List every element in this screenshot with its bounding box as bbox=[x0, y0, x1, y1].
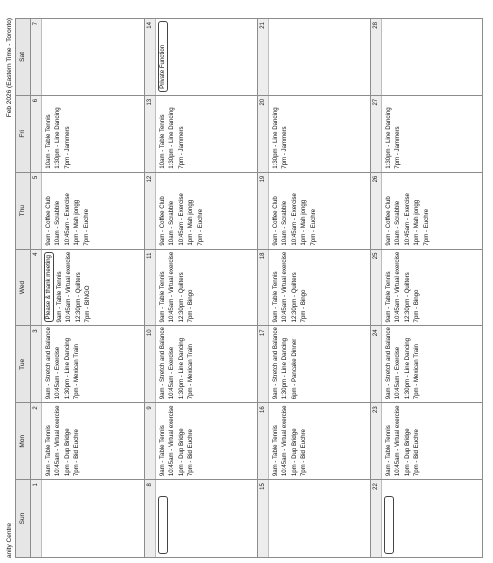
event-item[interactable]: 7pm - Jammers bbox=[281, 126, 289, 169]
day-number: 10 bbox=[145, 326, 156, 402]
event-item[interactable]: 10am - Scrabble bbox=[168, 200, 176, 246]
event-item[interactable]: 10:45am - Exercise bbox=[177, 193, 185, 246]
event-item[interactable]: 1:30pm - Line Dancing bbox=[63, 337, 71, 400]
week-row bbox=[370, 19, 483, 557]
month-grid bbox=[15, 18, 483, 558]
event-list bbox=[382, 403, 422, 479]
weekday-tue: Tue bbox=[16, 326, 30, 403]
event-item[interactable]: 10:45am - Exercise bbox=[403, 193, 411, 246]
event-item[interactable]: 7pm - Bingo bbox=[300, 289, 308, 323]
day-number: 18 bbox=[258, 250, 269, 326]
event-item[interactable]: 9am - Stretch and Balance bbox=[45, 327, 52, 400]
day-cell[interactable] bbox=[31, 250, 144, 327]
event-item[interactable]: 7pm - Euchre bbox=[82, 209, 90, 246]
day-number: 4 bbox=[31, 250, 42, 326]
event-item[interactable]: 10:45am - Exercise bbox=[394, 346, 402, 400]
day-cell[interactable] bbox=[31, 173, 144, 250]
event-list bbox=[42, 173, 91, 249]
event-item[interactable]: 6pm - Pancake Dinner bbox=[290, 338, 298, 400]
event-item[interactable]: 7pm - Mexican Train bbox=[413, 344, 421, 400]
day-number: 9 bbox=[145, 403, 156, 479]
event-item[interactable]: 1pm - Dup Bridge bbox=[177, 428, 185, 477]
event-list bbox=[156, 96, 186, 172]
event-list bbox=[382, 173, 431, 249]
event-list bbox=[156, 173, 205, 249]
event-list bbox=[42, 250, 93, 326]
weekday-sat: Sat bbox=[16, 19, 30, 96]
event-item[interactable]: 9am - Stretch and Balance bbox=[159, 327, 166, 400]
event-item[interactable]: 10:45am - Exercise bbox=[168, 346, 176, 400]
day-cell[interactable] bbox=[371, 250, 483, 327]
event-item[interactable]: 10:45am - Virtual exercise bbox=[394, 405, 402, 477]
event-item[interactable]: 9am - Table Tennis bbox=[272, 425, 279, 477]
event-item[interactable]: 12:30pm - Quilters bbox=[177, 272, 185, 323]
highlighted-event[interactable] bbox=[384, 496, 394, 554]
event-item[interactable]: 7pm - Bingo bbox=[187, 289, 195, 323]
event-item[interactable]: 12:30pm - Quilters bbox=[290, 272, 298, 323]
event-item[interactable]: 7pm - Euchre bbox=[309, 209, 317, 246]
day-cell[interactable] bbox=[31, 19, 144, 96]
day-number: 22 bbox=[371, 480, 382, 557]
event-list bbox=[42, 480, 44, 557]
day-number: 23 bbox=[371, 403, 382, 479]
event-list bbox=[156, 250, 196, 326]
event-item[interactable]: 10:45am - Exercise bbox=[290, 193, 298, 246]
weekday-thu: Thu bbox=[16, 173, 30, 250]
organization-label: anity Centre bbox=[6, 522, 13, 558]
day-number: 7 bbox=[31, 19, 42, 95]
day-cell[interactable] bbox=[258, 480, 370, 557]
event-item[interactable]: 7pm - Bid Euchre bbox=[187, 429, 195, 477]
day-number: 15 bbox=[258, 480, 269, 557]
day-number: 14 bbox=[145, 19, 156, 95]
event-item[interactable]: 12:30pm - Quilters bbox=[403, 272, 411, 323]
day-number: 27 bbox=[371, 96, 382, 172]
event-item[interactable]: 10:45am - Exercise bbox=[54, 346, 62, 400]
day-number: 12 bbox=[145, 173, 156, 249]
event-list bbox=[382, 326, 422, 402]
event-item[interactable]: 12:30pm - Quilters bbox=[74, 272, 82, 323]
event-item[interactable]: 7pm - Bid Euchre bbox=[413, 429, 421, 477]
event-item[interactable]: 10:45am - Virtual exercise bbox=[394, 251, 402, 323]
calendar-title: Feb 2026 (Eastern Time - Toronto) bbox=[6, 18, 13, 118]
event-item[interactable]: 1:30pm - Line Dancing bbox=[54, 107, 62, 169]
event-item[interactable]: 10:45am - Virtual exercise bbox=[65, 251, 73, 323]
highlighted-event[interactable] bbox=[158, 496, 168, 554]
event-item[interactable]: 1pm - Dup Bridge bbox=[403, 428, 411, 477]
day-cell[interactable] bbox=[145, 480, 257, 557]
event-list bbox=[156, 480, 168, 557]
event-item[interactable]: 10:45am - Virtual exercise bbox=[168, 251, 176, 323]
day-cell[interactable] bbox=[371, 173, 483, 250]
event-list bbox=[269, 250, 309, 326]
event-item[interactable]: 9am - Table Tennis bbox=[159, 271, 166, 323]
day-number: 28 bbox=[371, 19, 382, 95]
day-cell[interactable] bbox=[371, 480, 483, 557]
event-item[interactable]: 10am - Scrabble bbox=[54, 200, 62, 246]
day-cell[interactable] bbox=[31, 480, 144, 557]
event-item[interactable]: 7pm - Jammers bbox=[63, 126, 71, 169]
event-item[interactable]: 9am - Table Tennis bbox=[385, 425, 392, 477]
highlighted-event[interactable]: Private Function bbox=[158, 21, 168, 92]
day-cell[interactable] bbox=[258, 173, 370, 250]
event-item[interactable]: 9am - Stretch and Balance bbox=[385, 327, 392, 400]
event-item[interactable]: 7pm - Bid Euchre bbox=[73, 429, 81, 477]
day-cell[interactable] bbox=[31, 96, 144, 173]
event-item[interactable]: 9am - Table Tennis bbox=[385, 271, 392, 323]
event-item[interactable]: 9am - Coffee Club bbox=[272, 196, 279, 246]
event-item[interactable]: 10:45am - Virtual exercise bbox=[168, 405, 176, 477]
day-number: 19 bbox=[258, 173, 269, 249]
event-item[interactable]: 10:45am - Virtual exercise bbox=[281, 405, 289, 477]
event-item[interactable]: 1:30pm - Line Dancing bbox=[177, 337, 185, 400]
event-item[interactable]: 10:45am - Exercise bbox=[63, 193, 71, 246]
day-cell[interactable] bbox=[258, 19, 370, 96]
event-item[interactable]: 10:45am - Virtual exercise bbox=[281, 251, 289, 323]
event-item[interactable]: 1pm - Mah jongg bbox=[187, 199, 195, 246]
weekday-mon: Mon bbox=[16, 403, 30, 480]
day-cell[interactable] bbox=[371, 403, 483, 480]
event-item[interactable]: 7pm - Bid Euchre bbox=[300, 429, 308, 477]
event-item[interactable]: 1:30pm - Line Dancing bbox=[403, 337, 411, 400]
day-cell[interactable] bbox=[371, 326, 483, 403]
event-item[interactable]: 10am - Scrabble bbox=[394, 200, 402, 246]
event-item[interactable]: 1pm - Dup Bridge bbox=[290, 428, 298, 477]
week-row bbox=[144, 19, 257, 557]
event-item[interactable]: 1:30pm - Line Dancing bbox=[385, 107, 392, 169]
week-row bbox=[257, 19, 370, 557]
event-item[interactable]: 7pm - Jammers bbox=[177, 126, 185, 169]
day-number: 20 bbox=[258, 96, 269, 172]
day-cell[interactable] bbox=[145, 403, 257, 480]
event-list bbox=[156, 19, 168, 95]
event-item[interactable]: 7pm - Euchre bbox=[196, 209, 204, 246]
day-cell[interactable] bbox=[145, 19, 257, 96]
event-item[interactable]: 10am - Scrabble bbox=[281, 200, 289, 246]
weeks-container bbox=[31, 19, 483, 557]
day-number: 17 bbox=[258, 326, 269, 402]
event-list bbox=[382, 480, 394, 557]
event-item[interactable]: 1:30pm - Line Dancing bbox=[168, 107, 176, 169]
event-list bbox=[382, 250, 422, 326]
rotated-calendar-sheet bbox=[4, 18, 486, 558]
event-item[interactable]: 10:45am - Virtual exercise bbox=[54, 405, 62, 477]
event-list bbox=[42, 326, 82, 402]
event-item[interactable]: 9am - Coffee Club bbox=[45, 196, 52, 246]
day-number: 1 bbox=[31, 480, 42, 557]
day-number: 25 bbox=[371, 250, 382, 326]
event-list bbox=[382, 19, 384, 95]
day-cell[interactable] bbox=[258, 326, 370, 403]
day-cell[interactable] bbox=[145, 250, 257, 327]
day-number: 3 bbox=[31, 326, 42, 402]
event-item[interactable]: 9am - Coffee Club bbox=[159, 196, 166, 246]
day-cell[interactable] bbox=[258, 96, 370, 173]
event-item[interactable]: 7pm - Euchre bbox=[422, 209, 430, 246]
weekday-sun: Sun bbox=[19, 512, 26, 525]
day-cell[interactable] bbox=[145, 96, 257, 173]
day-number: 26 bbox=[371, 173, 382, 249]
highlighted-event[interactable]: Please & thank meeting bbox=[44, 252, 54, 323]
event-list bbox=[156, 326, 196, 402]
event-item[interactable]: 9am - Table Tennis bbox=[56, 271, 63, 323]
day-number: 21 bbox=[258, 19, 269, 95]
event-list bbox=[269, 173, 318, 249]
event-item[interactable]: 7pm - Bingo bbox=[413, 289, 421, 323]
day-number: 5 bbox=[31, 173, 42, 249]
day-number: 8 bbox=[145, 480, 156, 557]
event-item[interactable]: 7pm - BINGO bbox=[84, 285, 92, 323]
event-item[interactable]: 10am - Table Tennis bbox=[159, 114, 166, 169]
event-item[interactable]: 9am - Stretch and Balance bbox=[272, 327, 279, 400]
event-list bbox=[42, 19, 44, 95]
event-item[interactable]: 9am - Coffee Club bbox=[385, 196, 392, 246]
day-cell[interactable] bbox=[145, 326, 257, 403]
day-cell[interactable] bbox=[145, 173, 257, 250]
event-item[interactable]: 9am - Table Tennis bbox=[272, 271, 279, 323]
event-list bbox=[382, 96, 403, 172]
event-list bbox=[42, 403, 82, 479]
day-number: 13 bbox=[145, 96, 156, 172]
weekday-fri: Fri bbox=[16, 96, 30, 173]
day-number: 24 bbox=[371, 326, 382, 402]
day-cell[interactable] bbox=[31, 326, 144, 403]
event-list bbox=[269, 19, 271, 95]
day-cell[interactable] bbox=[258, 250, 370, 327]
weekday-header bbox=[16, 19, 31, 557]
day-number: 16 bbox=[258, 403, 269, 479]
event-item[interactable]: 7pm - Jammers bbox=[394, 126, 402, 169]
week-row bbox=[31, 19, 144, 557]
event-list bbox=[156, 403, 196, 479]
event-item[interactable]: 1:30pm - Line Dancing bbox=[281, 337, 289, 400]
day-cell[interactable] bbox=[371, 19, 483, 96]
weekday-wed: Wed bbox=[16, 250, 30, 327]
event-item[interactable]: 10am - Table Tennis bbox=[45, 114, 52, 169]
day-number: 6 bbox=[31, 96, 42, 172]
day-cell[interactable] bbox=[258, 403, 370, 480]
day-cell[interactable] bbox=[31, 403, 144, 480]
event-item[interactable]: 9am - Table Tennis bbox=[45, 425, 52, 477]
event-list bbox=[269, 96, 290, 172]
event-item[interactable]: 1pm - Mah jongg bbox=[300, 199, 308, 246]
day-number: 2 bbox=[31, 403, 42, 479]
day-number: 11 bbox=[145, 250, 156, 326]
event-item[interactable]: 9am - Table Tennis bbox=[159, 425, 166, 477]
event-list bbox=[269, 326, 299, 402]
event-list bbox=[42, 96, 72, 172]
event-list bbox=[269, 403, 309, 479]
event-item[interactable]: 1pm - Mah jongg bbox=[413, 199, 421, 246]
event-item[interactable]: 1pm - Mah jongg bbox=[73, 199, 81, 246]
event-list bbox=[269, 480, 271, 557]
event-item[interactable]: 1:30pm - Line Dancing bbox=[272, 107, 279, 169]
day-cell[interactable] bbox=[371, 96, 483, 173]
event-item[interactable]: 7pm - Mexican Train bbox=[73, 344, 81, 400]
event-item[interactable]: 1pm - Dup Bridge bbox=[63, 428, 71, 477]
event-item[interactable]: 7pm - Mexican Train bbox=[187, 344, 195, 400]
